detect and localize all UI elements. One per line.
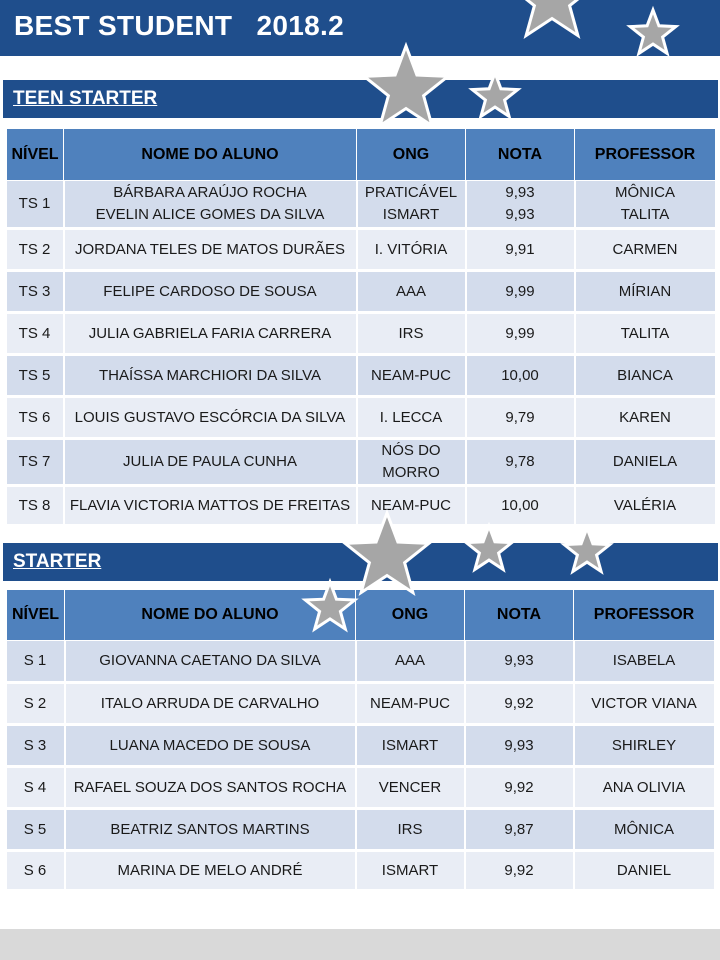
starter-table xyxy=(6,589,716,892)
table-row xyxy=(7,271,716,313)
cell-level: TS 5 xyxy=(7,355,64,397)
cell-teacher: ISABELA xyxy=(574,641,715,683)
cell-grade: 9,92 xyxy=(465,851,574,891)
cell-grade: 9,93 9,93 xyxy=(466,181,575,229)
cell-student-name: RAFAEL SOUZA DOS SANTOS ROCHA xyxy=(65,767,356,809)
cell-grade: 9,91 xyxy=(466,229,575,271)
table-row xyxy=(7,683,715,725)
cell-student-name: ITALO ARRUDA DE CARVALHO xyxy=(65,683,356,725)
cell-teacher: MÔNICA TALITA xyxy=(575,181,716,229)
cell-grade: 9,87 xyxy=(465,809,574,851)
cell-student-name: JULIA GABRIELA FARIA CARRERA xyxy=(64,313,357,355)
table-row xyxy=(7,641,715,683)
cell-student-name: JULIA DE PAULA CUNHA xyxy=(64,439,357,486)
column-header-grade: NOTA xyxy=(465,590,574,641)
table-row xyxy=(7,313,716,355)
column-header-level: NÍVEL xyxy=(7,590,65,641)
cell-teacher: ANA OLIVIA xyxy=(574,767,715,809)
cell-student-name: MARINA DE MELO ANDRÉ xyxy=(65,851,356,891)
cell-teacher: SHIRLEY xyxy=(574,725,715,767)
cell-level: S 6 xyxy=(7,851,65,891)
table-row xyxy=(7,355,716,397)
table-header-row xyxy=(7,129,716,181)
cell-ong: I. VITÓRIA xyxy=(357,229,466,271)
cell-teacher: MÍRIAN xyxy=(575,271,716,313)
cell-teacher: VICTOR VIANA xyxy=(574,683,715,725)
table-row xyxy=(7,767,715,809)
column-header-name: NOME DO ALUNO xyxy=(64,129,357,181)
section-header-teen-starter xyxy=(3,80,718,118)
cell-student-name: BÁRBARA ARAÚJO ROCHA EVELIN ALICE GOMES DA SILVA xyxy=(64,181,357,229)
cell-student-name: FELIPE CARDOSO DE SOUSA xyxy=(64,271,357,313)
cell-student-name: BEATRIZ SANTOS MARTINS xyxy=(65,809,356,851)
column-header-ong: ONG xyxy=(357,129,466,181)
cell-teacher: CARMEN xyxy=(575,229,716,271)
cell-grade: 9,92 xyxy=(465,767,574,809)
cell-grade: 9,93 xyxy=(465,641,574,683)
cell-teacher: MÔNICA xyxy=(574,809,715,851)
cell-ong: IRS xyxy=(356,809,465,851)
cell-level: TS 7 xyxy=(7,439,64,486)
cell-level: TS 8 xyxy=(7,486,64,526)
cell-ong: PRATICÁVEL ISMART xyxy=(357,181,466,229)
cell-grade: 9,92 xyxy=(465,683,574,725)
cell-ong: NEAM-PUC xyxy=(357,486,466,526)
table-row xyxy=(7,486,716,526)
column-header-ong: ONG xyxy=(356,590,465,641)
cell-grade: 9,99 xyxy=(466,271,575,313)
cell-student-name: FLAVIA VICTORIA MATTOS DE FREITAS xyxy=(64,486,357,526)
cell-ong: ISMART xyxy=(356,725,465,767)
cell-student-name: JORDANA TELES DE MATOS DURÃES xyxy=(64,229,357,271)
title-bar xyxy=(0,0,720,56)
cell-level: TS 3 xyxy=(7,271,64,313)
table-row xyxy=(7,725,715,767)
column-header-grade: NOTA xyxy=(466,129,575,181)
cell-ong: NEAM-PUC xyxy=(356,683,465,725)
cell-grade: 9,78 xyxy=(466,439,575,486)
cell-student-name: THAÍSSA MARCHIORI DA SILVA xyxy=(64,355,357,397)
cell-ong: VENCER xyxy=(356,767,465,809)
table-row xyxy=(7,851,715,891)
cell-grade: 9,93 xyxy=(465,725,574,767)
column-header-teacher: PROFESSOR xyxy=(574,590,715,641)
cell-ong: NÓS DO MORRO xyxy=(357,439,466,486)
cell-teacher: BIANCA xyxy=(575,355,716,397)
column-header-level: NÍVEL xyxy=(7,129,64,181)
table-row xyxy=(7,397,716,439)
table-row xyxy=(7,181,716,229)
section-title: TEEN STARTER xyxy=(13,88,158,109)
cell-ong: AAA xyxy=(357,271,466,313)
cell-teacher: VALÉRIA xyxy=(575,486,716,526)
table-row xyxy=(7,229,716,271)
cell-level: S 1 xyxy=(7,641,65,683)
footer-bar xyxy=(0,929,720,960)
cell-grade: 10,00 xyxy=(466,355,575,397)
cell-ong: AAA xyxy=(356,641,465,683)
cell-level: S 3 xyxy=(7,725,65,767)
cell-student-name: GIOVANNA CAETANO DA SILVA xyxy=(65,641,356,683)
section-header-starter xyxy=(3,543,718,581)
cell-grade: 9,79 xyxy=(466,397,575,439)
table-header-row xyxy=(7,590,715,641)
cell-student-name: LUANA MACEDO DE SOUSA xyxy=(65,725,356,767)
cell-ong: I. LECCA xyxy=(357,397,466,439)
cell-grade: 9,99 xyxy=(466,313,575,355)
column-header-teacher: PROFESSOR xyxy=(575,129,716,181)
cell-level: TS 2 xyxy=(7,229,64,271)
cell-teacher: DANIELA xyxy=(575,439,716,486)
cell-teacher: DANIEL xyxy=(574,851,715,891)
cell-level: S 5 xyxy=(7,809,65,851)
page-title: BEST STUDENT 2018.2 xyxy=(14,10,344,41)
cell-level: S 4 xyxy=(7,767,65,809)
cell-ong: IRS xyxy=(357,313,466,355)
cell-teacher: KAREN xyxy=(575,397,716,439)
cell-level: TS 4 xyxy=(7,313,64,355)
table-row xyxy=(7,809,715,851)
column-header-name: NOME DO ALUNO xyxy=(65,590,356,641)
cell-grade: 10,00 xyxy=(466,486,575,526)
cell-ong: NEAM-PUC xyxy=(357,355,466,397)
cell-teacher: TALITA xyxy=(575,313,716,355)
cell-student-name: LOUIS GUSTAVO ESCÓRCIA DA SILVA xyxy=(64,397,357,439)
cell-level: TS 6 xyxy=(7,397,64,439)
cell-ong: ISMART xyxy=(356,851,465,891)
teen-starter-table xyxy=(6,128,717,527)
cell-level: TS 1 xyxy=(7,181,64,229)
cell-level: S 2 xyxy=(7,683,65,725)
table-row xyxy=(7,439,716,486)
section-title: STARTER xyxy=(13,551,102,572)
